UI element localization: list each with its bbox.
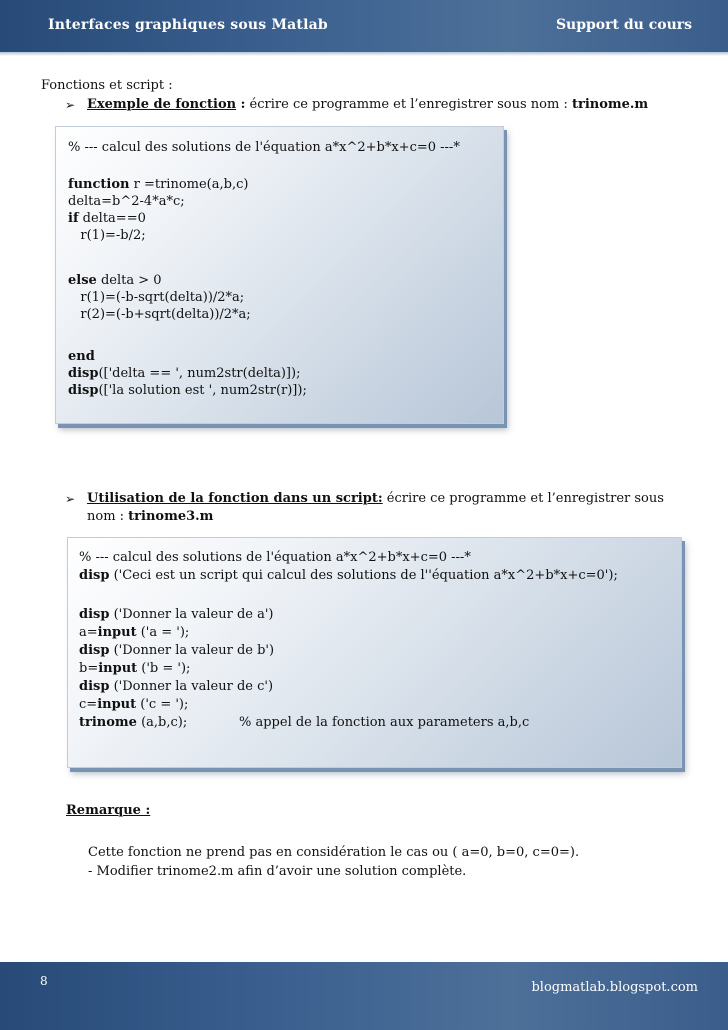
code-text: (a,b,c); <box>136 715 188 730</box>
code-keyword: disp <box>68 383 99 398</box>
header-shadow <box>0 52 728 56</box>
code-text: r =trinome(a,b,c) <box>129 177 249 192</box>
bullet-colon: : <box>236 97 246 112</box>
code-line: % --- calcul des solutions de l'équation a*x^2+b*x+c=0 ---* <box>79 550 471 565</box>
code-line <box>68 176 248 193</box>
code-text: ('c = '); <box>136 697 189 712</box>
code-line: r(1)=(-b-sqrt(delta))/2*a; <box>68 290 245 305</box>
code-text: delta==0 <box>78 211 146 226</box>
code-line <box>68 272 162 289</box>
code-keyword: input <box>97 697 137 712</box>
code-text: delta > 0 <box>96 273 162 288</box>
header-title: Interfaces graphiques sous Matlab <box>48 17 328 33</box>
code-line <box>68 210 146 227</box>
code-keyword: end <box>68 349 95 364</box>
footer-site: blogmatlab.blogspot.com <box>531 980 698 995</box>
bullet-arrow-icon: ➢ <box>65 492 76 506</box>
bullet-text: écrire ce programme et l’enregistrer sous <box>382 491 664 506</box>
code-line <box>79 678 273 695</box>
bullet-label: Utilisation de la fonction dans un script: <box>87 491 383 506</box>
bullet-script-usage <box>65 490 703 526</box>
code-keyword: input <box>97 625 137 640</box>
code-line <box>79 567 618 584</box>
code-line <box>79 660 190 677</box>
code-line: % --- calcul des solutions de l'équation a*x^2+b*x+c=0 ---* <box>68 140 460 155</box>
bullet-label: Exemple de fonction <box>87 97 237 112</box>
code-text: a= <box>79 625 98 640</box>
code-keyword: disp <box>79 568 110 583</box>
page-number: 8 <box>40 974 48 988</box>
remark-line: - Modifier trinome2.m afin d’avoir une solution complète. <box>88 864 467 879</box>
code-line <box>68 365 300 382</box>
bullet-arrow-icon: ➢ <box>65 98 76 112</box>
code-keyword: disp <box>79 607 110 622</box>
code-line: r(1)=-b/2; <box>68 228 146 243</box>
code-line <box>79 696 188 713</box>
code-keyword: trinome <box>79 715 137 730</box>
bullet-text: écrire ce programme et l’enregistrer sous nom : <box>245 97 572 112</box>
code-line <box>79 714 187 731</box>
code-keyword: else <box>68 273 97 288</box>
remark-title: Remarque : <box>66 803 151 818</box>
code-line <box>79 642 274 659</box>
bullet-line2-prefix: nom : <box>87 509 129 524</box>
code-text: b= <box>79 661 99 676</box>
code-keyword: disp <box>68 366 99 381</box>
remark-line: Cette fonction ne prend pas en considération le cas ou ( a=0, b=0, c=0=). <box>88 845 580 860</box>
bullet-function-example <box>65 96 707 114</box>
code-text: (['delta == ', num2str(delta)]); <box>98 366 301 381</box>
header-course-label: Support du cours <box>555 17 692 33</box>
code-line: r(2)=(-b+sqrt(delta))/2*a; <box>68 307 251 322</box>
code-text: ('Ceci est un script qui calcul des solutions de l''équation a*x^2+b*x+c=0'); <box>109 568 618 583</box>
code-keyword: function <box>68 177 130 192</box>
code-text: ('Donner la valeur de a') <box>109 607 274 622</box>
code-text: ('a = '); <box>136 625 190 640</box>
code-text: (['la solution est ', num2str(r)]); <box>98 383 307 398</box>
code-line <box>79 624 189 641</box>
code-text: c= <box>79 697 98 712</box>
code-text: ('Donner la valeur de b') <box>109 643 275 658</box>
bullet-filename: trinome.m <box>571 97 649 112</box>
page-footer <box>0 962 728 1030</box>
code-keyword: input <box>98 661 138 676</box>
code-box-function <box>55 126 504 424</box>
code-keyword: if <box>68 211 79 226</box>
code-comment: % appel de la fonction aux parameters a,b,c <box>239 715 530 730</box>
code-line <box>79 606 274 623</box>
code-text: ('Donner la valeur de c') <box>109 679 274 694</box>
section-title: Fonctions et script : <box>41 78 173 93</box>
code-line: delta=b^2-4*a*c; <box>68 194 185 209</box>
code-keyword: disp <box>79 643 110 658</box>
code-text: ('b = '); <box>137 661 191 676</box>
bullet-filename: trinome3.m <box>128 509 214 524</box>
bullet-line2 <box>87 508 703 526</box>
code-line <box>68 382 307 399</box>
code-box-script <box>67 537 682 768</box>
page-header <box>0 0 728 52</box>
code-keyword: disp <box>79 679 110 694</box>
code-line <box>68 348 95 365</box>
